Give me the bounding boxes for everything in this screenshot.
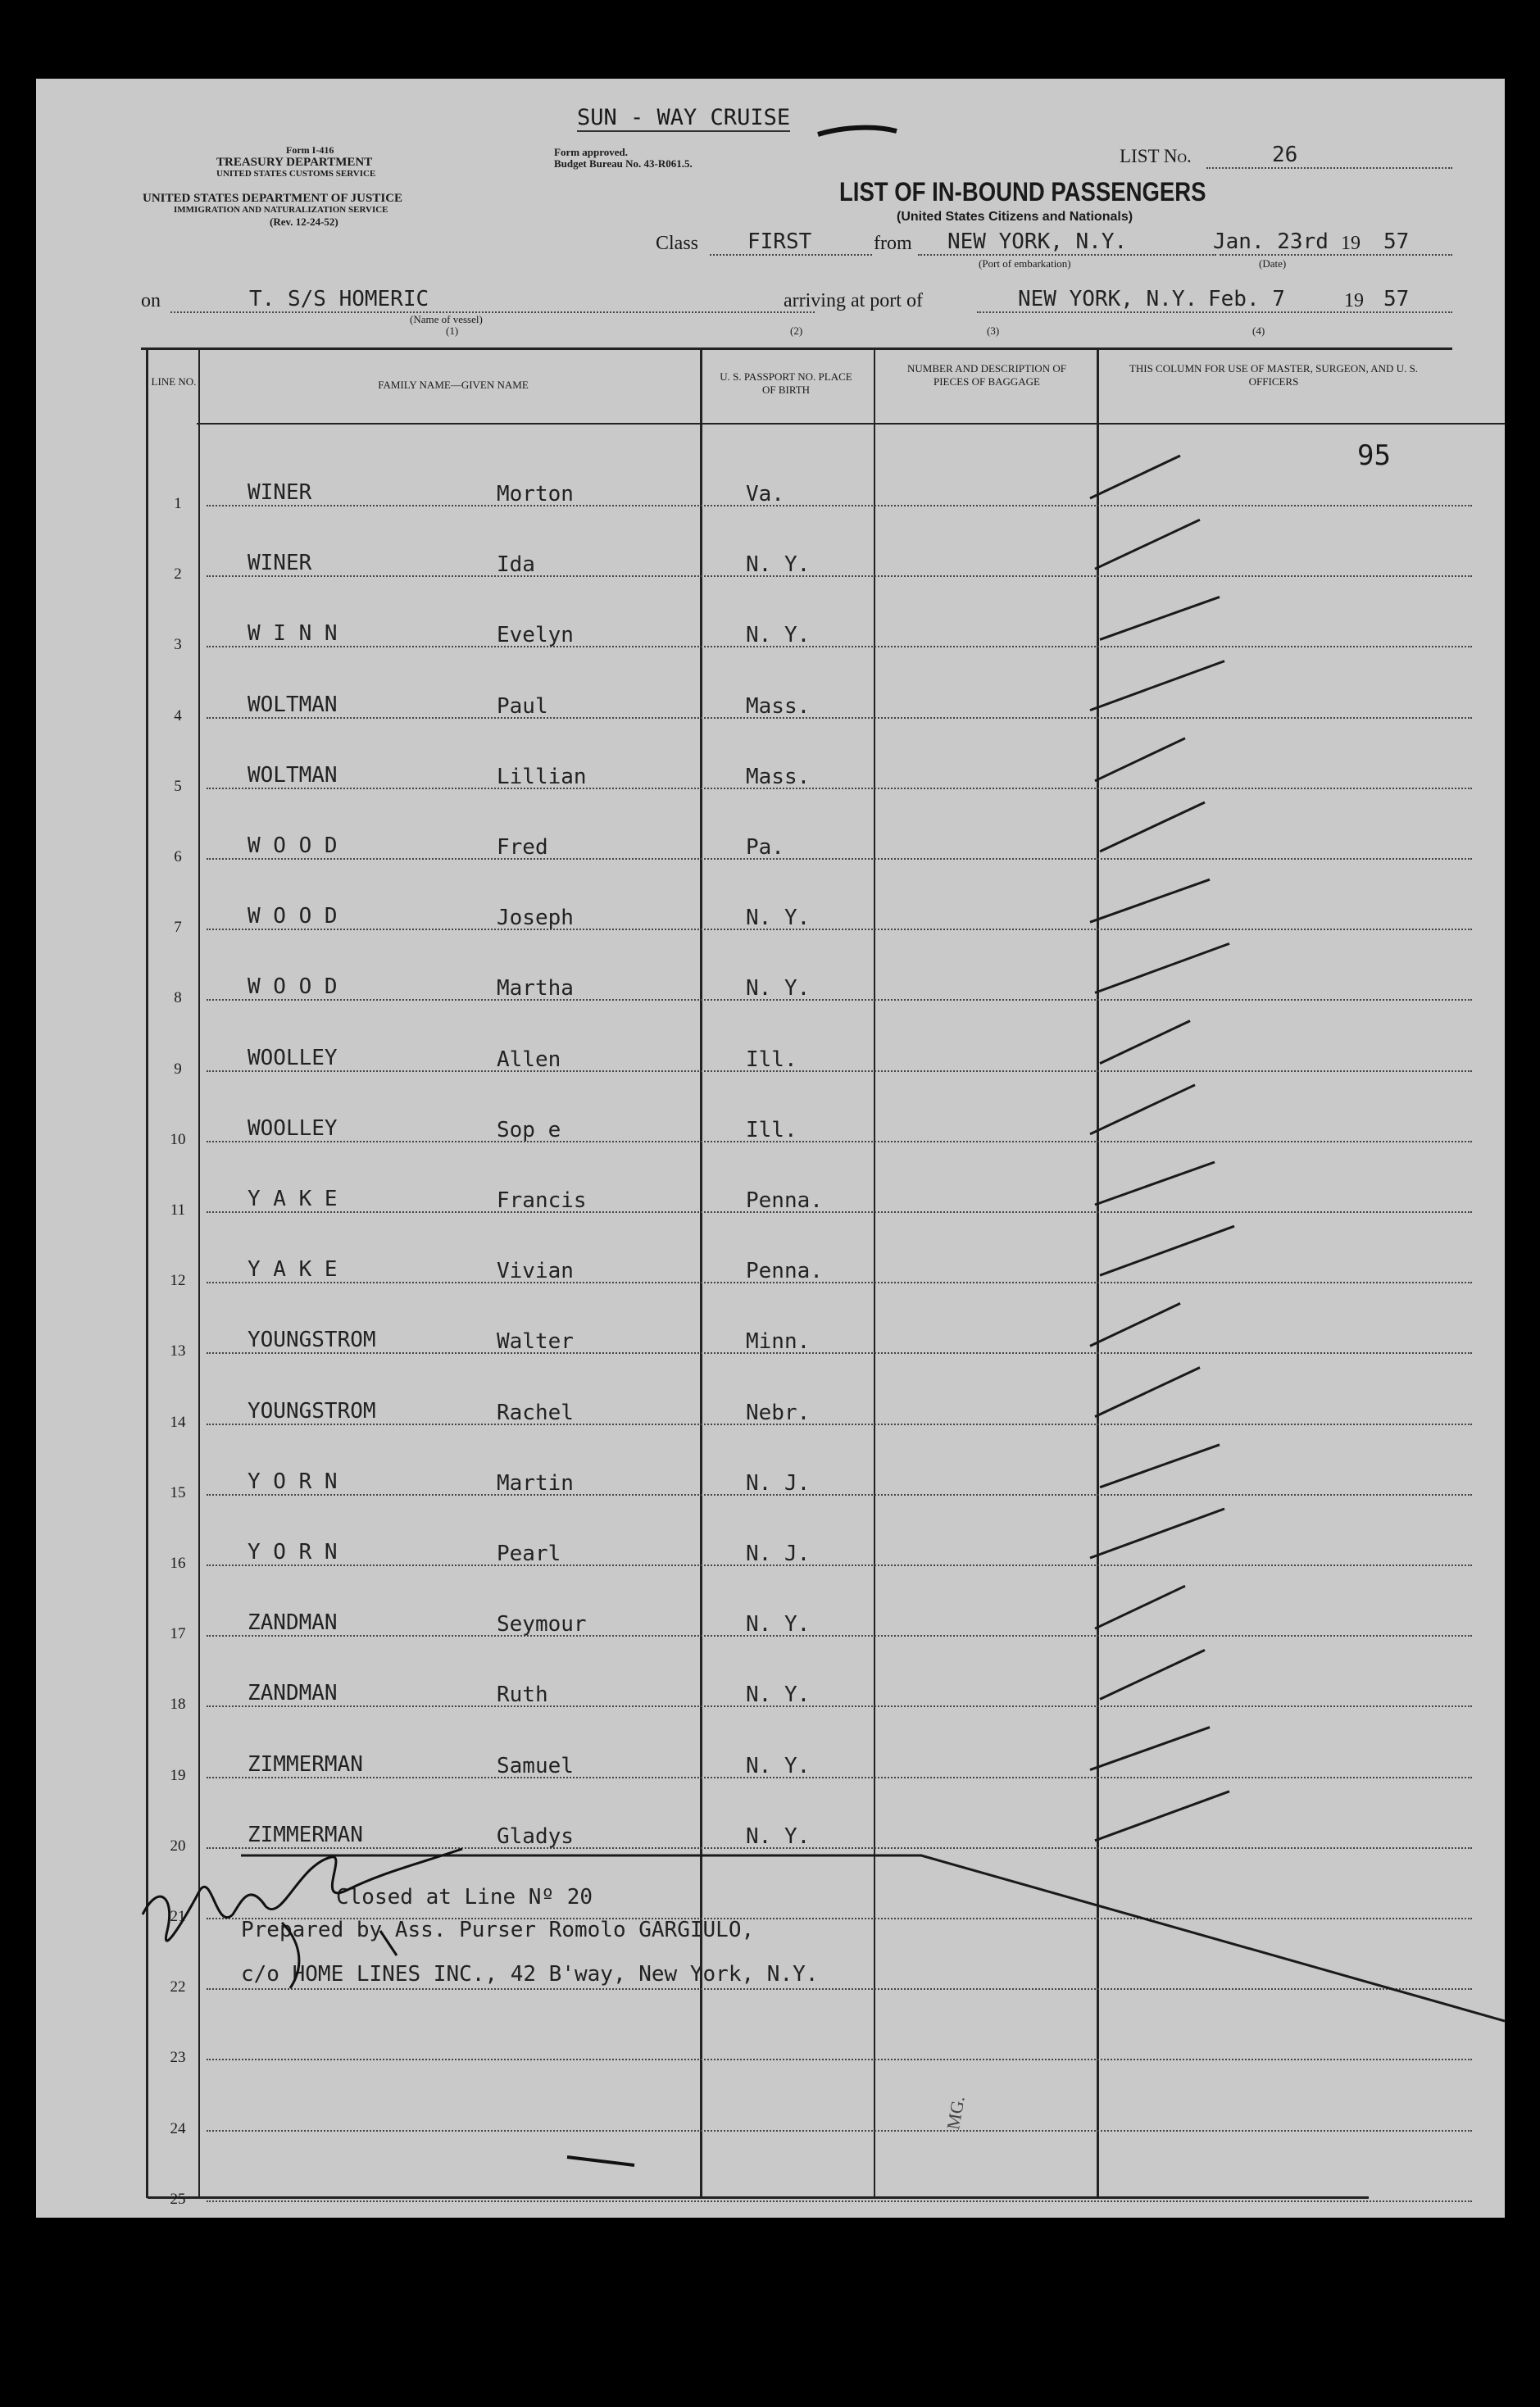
- given-name: Ruth: [497, 1683, 548, 1708]
- line-number: 5: [174, 777, 182, 795]
- check-mark: [1095, 1792, 1229, 1841]
- embark-port: NEW YORK, N.Y.: [947, 229, 1128, 254]
- line-number: 8: [174, 989, 182, 1007]
- line-number: 15: [170, 1483, 186, 1501]
- class-label: Class: [656, 233, 699, 254]
- line-number: 10: [170, 1130, 186, 1148]
- col-passport: U. S. PASSPORT NO. PLACE OF BIRTH: [720, 370, 852, 396]
- check-mark: [1090, 456, 1180, 498]
- place-of-birth: Mass.: [746, 764, 811, 789]
- line-number: 12: [170, 1272, 186, 1290]
- family-name: ZANDMAN: [248, 1681, 338, 1706]
- embark-year: 57: [1383, 229, 1410, 254]
- line-number: 3: [174, 636, 182, 654]
- place-of-birth: Penna.: [746, 1259, 823, 1284]
- family-name: ZIMMERMAN: [248, 1822, 363, 1847]
- ink-mark: [818, 128, 897, 134]
- class-value: FIRST: [747, 229, 812, 254]
- family-name: W I N N: [248, 621, 338, 647]
- place-of-birth: Va.: [746, 482, 784, 506]
- given-name: Seymour: [497, 1612, 587, 1637]
- line-number: 21: [170, 1908, 186, 1925]
- treasury-dept: TREASURY DEPARTMENT: [216, 156, 373, 169]
- from-label: from: [874, 233, 912, 254]
- given-name: Samuel: [497, 1753, 574, 1778]
- line-number: 7: [174, 919, 182, 937]
- family-name: YOUNGSTROM: [248, 1328, 376, 1353]
- vessel-caption: (Name of vessel): [410, 313, 483, 325]
- family-name: W O O D: [248, 904, 338, 929]
- given-name: Gladys: [497, 1823, 574, 1849]
- list-no-label: LIST No.: [1120, 146, 1192, 166]
- arrival-port: NEW YORK, N.Y.: [1018, 287, 1198, 311]
- check-mark: [1095, 738, 1185, 781]
- closing-line: [241, 1855, 1505, 2021]
- place-of-birth: Ill.: [746, 1047, 797, 1072]
- line-number: 18: [170, 1696, 186, 1714]
- family-name: YOUNGSTROM: [248, 1398, 376, 1424]
- form-number: Form I-416: [286, 144, 334, 156]
- embark-date: Jan. 23rd: [1213, 229, 1329, 254]
- prepared-address: c/o HOME LINES INC., 42 B'way, New York, N.Y.: [241, 1962, 819, 1987]
- closed-at-line: Closed at Line Nº 20: [336, 1885, 593, 1910]
- line-number: 4: [174, 706, 182, 724]
- embark-year-prefix: 19: [1341, 233, 1361, 254]
- check-mark: [1095, 520, 1200, 569]
- given-name: Walter: [497, 1329, 574, 1355]
- line-number: 16: [170, 1555, 186, 1572]
- col-line-no: LINE NO.: [151, 375, 197, 388]
- form-approved: Form approved.: [554, 146, 629, 158]
- justice-dept: UNITED STATES DEPARTMENT OF JUSTICE: [143, 192, 403, 205]
- given-name: Martha: [497, 976, 574, 1001]
- given-name: Rachel: [497, 1400, 574, 1425]
- line-number: 23: [170, 2049, 186, 2067]
- check-mark: [1100, 802, 1205, 852]
- col-family-name: FAMILY NAME—GIVEN NAME: [378, 379, 529, 391]
- arriving-label: arriving at port of: [784, 290, 923, 311]
- check-mark: [1095, 1162, 1215, 1205]
- line-number: 20: [170, 1837, 186, 1855]
- check-mark: [1090, 1509, 1224, 1558]
- check-mark: [1095, 1586, 1185, 1628]
- given-name: Pearl: [497, 1542, 561, 1566]
- caption-3: (3): [987, 325, 1000, 337]
- given-name: Morton: [497, 482, 574, 506]
- caption-4: (4): [1252, 325, 1265, 337]
- line-number: 13: [170, 1342, 186, 1360]
- given-name: Francis: [497, 1188, 587, 1213]
- date-caption: (Date): [1259, 257, 1287, 270]
- place-of-birth: N. Y.: [746, 1753, 811, 1778]
- place-of-birth: Nebr.: [746, 1400, 811, 1425]
- mg-stamp: MG.: [943, 2094, 969, 2132]
- family-name: W O O D: [248, 833, 338, 858]
- pen-stroke: [567, 2157, 634, 2165]
- line-number: 25: [170, 2190, 186, 2208]
- handwriting-overlay: [36, 79, 1505, 2218]
- family-name: Y O R N: [248, 1469, 338, 1494]
- check-mark: [1095, 1368, 1200, 1417]
- line-number: 17: [170, 1625, 186, 1643]
- check-mark: [1100, 1650, 1205, 1699]
- check-mark: [1090, 879, 1210, 922]
- line-number: 6: [174, 848, 182, 865]
- caption-2: (2): [790, 325, 803, 337]
- given-name: Evelyn: [497, 623, 574, 648]
- check-mark: [1100, 1226, 1234, 1275]
- given-name: Joseph: [497, 906, 574, 931]
- place-of-birth: N. Y.: [746, 1683, 811, 1708]
- embark-caption: (Port of embarkation): [979, 257, 1071, 270]
- place-of-birth: N. Y.: [746, 552, 811, 578]
- place-of-birth: Pa.: [746, 835, 784, 860]
- line-number: 11: [170, 1201, 186, 1219]
- line-number: 9: [174, 1060, 182, 1078]
- budget-bureau: Budget Bureau No. 43-R061.5.: [554, 157, 693, 170]
- place-of-birth: N. Y.: [746, 906, 811, 931]
- place-of-birth: Penna.: [746, 1188, 823, 1213]
- family-name: WOLTMAN: [248, 762, 338, 788]
- family-name: Y A K E: [248, 1187, 338, 1211]
- given-name: Martin: [497, 1470, 574, 1496]
- place-of-birth: N. Y.: [746, 1823, 811, 1849]
- check-mark: [1100, 597, 1220, 639]
- col-officers: THIS COLUMN FOR USE OF MASTER, SURGEON, AND U. S. OFFICERS: [1129, 362, 1419, 388]
- list-no-value: 26: [1272, 143, 1298, 167]
- officer-note: 95: [1357, 439, 1391, 472]
- family-name: WOOLLEY: [248, 1115, 338, 1141]
- customs-service: UNITED STATES CUSTOMS SERVICE: [216, 169, 376, 179]
- family-name: Y A K E: [248, 1257, 338, 1283]
- given-name: Fred: [497, 835, 548, 860]
- place-of-birth: N. J.: [746, 1470, 811, 1496]
- vessel-name: T. S/S HOMERIC: [249, 287, 429, 311]
- family-name: WINER: [248, 480, 312, 505]
- line-number: 14: [170, 1413, 186, 1431]
- family-name: ZIMMERMAN: [248, 1751, 363, 1777]
- place-of-birth: Minn.: [746, 1329, 811, 1355]
- given-name: Allen: [497, 1047, 561, 1072]
- place-of-birth: N. J.: [746, 1542, 811, 1566]
- manifest-sheet: [36, 79, 1505, 2218]
- place-of-birth: Ill.: [746, 1117, 797, 1142]
- check-mark: [1090, 1303, 1180, 1346]
- family-name: WINER: [248, 551, 312, 576]
- family-name: ZANDMAN: [248, 1610, 338, 1636]
- check-mark: [1090, 661, 1224, 711]
- arrival-year: 57: [1383, 287, 1410, 311]
- check-mark: [1095, 943, 1229, 992]
- line-number: 19: [170, 1766, 186, 1784]
- check-mark: [1100, 1445, 1220, 1487]
- family-name: WOOLLEY: [248, 1045, 338, 1070]
- given-name: Sop e: [497, 1117, 561, 1142]
- signature-scribble: [143, 1849, 462, 1988]
- place-of-birth: N. Y.: [746, 1612, 811, 1637]
- check-mark: [1090, 1085, 1195, 1134]
- immigration-service: IMMIGRATION AND NATURALIZATION SERVICE: [174, 205, 388, 215]
- family-name: WOLTMAN: [248, 692, 338, 717]
- cruise-name: SUN - WAY CRUISE: [577, 105, 791, 130]
- check-mark: [1090, 1728, 1210, 1770]
- check-mark: [1100, 1021, 1190, 1064]
- family-name: Y O R N: [248, 1540, 338, 1565]
- form-title: LIST OF IN-BOUND PASSENGERS: [839, 177, 1206, 207]
- given-name: Vivian: [497, 1259, 574, 1284]
- line-number: 2: [174, 565, 182, 584]
- place-of-birth: N. Y.: [746, 976, 811, 1001]
- prepared-by: Prepared by Ass. Purser Romolo GARGIULO,: [241, 1918, 755, 1942]
- line-number: 22: [170, 1978, 186, 1996]
- form-revision: (Rev. 12-24-52): [270, 216, 338, 228]
- family-name: W O O D: [248, 974, 338, 1000]
- given-name: Paul: [497, 693, 548, 719]
- given-name: Lillian: [497, 764, 587, 789]
- place-of-birth: Mass.: [746, 693, 811, 719]
- line-number: 24: [170, 2119, 186, 2137]
- arrival-date: Feb. 7: [1208, 287, 1285, 311]
- form-subtitle: (United States Citizens and Nationals): [897, 210, 1133, 224]
- line-number: 1: [174, 495, 182, 512]
- given-name: Ida: [497, 552, 535, 578]
- arrival-year-prefix: 19: [1344, 290, 1364, 311]
- on-label: on: [141, 290, 161, 311]
- place-of-birth: N. Y.: [746, 623, 811, 648]
- caption-1: (1): [446, 325, 459, 337]
- col-baggage: NUMBER AND DESCRIPTION OF PIECES OF BAGGAGE: [907, 362, 1066, 388]
